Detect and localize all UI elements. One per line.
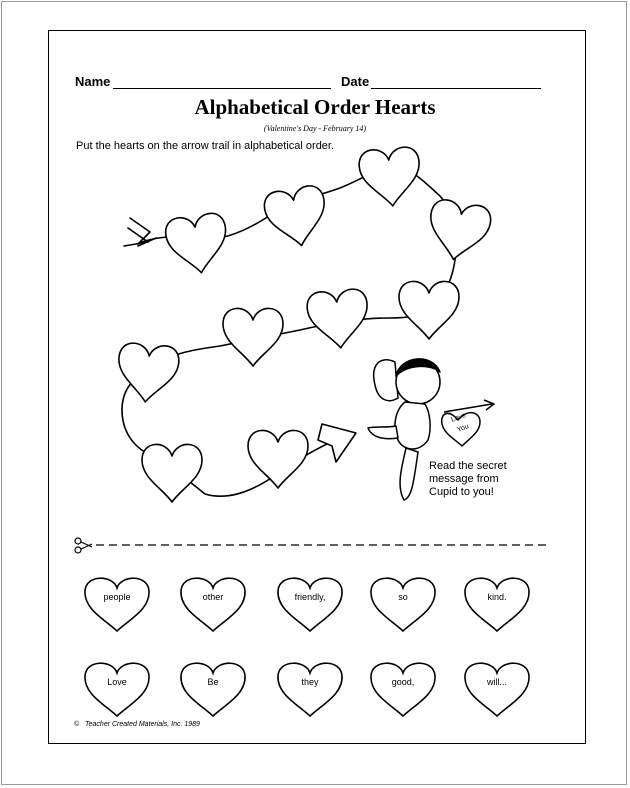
heart-word: so [398, 592, 408, 602]
date-label: Date [341, 74, 370, 89]
heart-word: they [301, 677, 319, 687]
copyright-text: Teacher Created Materials, Inc. 1989 [85, 721, 200, 728]
cupid-body [395, 402, 430, 449]
page-title: Alphabetical Order Hearts [194, 95, 436, 119]
cupid-heart-text-2: You [456, 423, 470, 434]
heart-word: kind. [487, 592, 507, 602]
scissors-icon [75, 538, 92, 553]
cutout-heart-1-3[interactable] [275, 571, 345, 633]
cutout-heart-1-5[interactable] [462, 571, 532, 633]
trail-arrowhead [318, 424, 356, 462]
cupid-leg-2 [400, 448, 418, 500]
cutout-heart-2-1[interactable] [82, 656, 152, 718]
heart-shape [462, 656, 532, 720]
heart-shape [82, 656, 152, 720]
page-subtitle: (Valentine's Day - February 14) [263, 124, 367, 133]
cutout-heart-1-4[interactable] [368, 571, 438, 633]
heart-word: will... [487, 677, 507, 687]
cutout-heart-2-3[interactable] [275, 656, 345, 718]
cutout-heart-2-4[interactable] [368, 656, 438, 718]
heart-word: Be [207, 677, 219, 687]
secret-line-1: Read the secret [429, 460, 507, 472]
cupid-heart-text-1: Love [450, 412, 467, 424]
name-label: Name [75, 74, 111, 89]
heart-shape [82, 571, 152, 635]
trail-fletching [124, 218, 156, 246]
heart-shape [462, 571, 532, 635]
heart-word: friendly, [294, 592, 326, 602]
cutout-heart-1-1[interactable] [82, 571, 152, 633]
cupid-wing [374, 360, 398, 401]
cutout-heart-1-2[interactable] [178, 571, 248, 633]
heart-shape [275, 656, 345, 720]
heart-word: good, [391, 677, 415, 687]
secret-message-note [429, 460, 539, 499]
secret-line-2: message from [429, 473, 499, 485]
heart-shape [368, 656, 438, 720]
heart-word: other [202, 592, 224, 602]
heart-shape [178, 656, 248, 720]
copyright [74, 721, 200, 728]
instructions: Put the hearts on the arrow trail in alphabetical order. [76, 140, 335, 152]
heart-word: people [103, 592, 131, 602]
cutout-heart-2-2[interactable] [178, 656, 248, 718]
cupid-arrow [444, 400, 494, 412]
heart-shape [368, 571, 438, 635]
secret-line-3: Cupid to you! [429, 486, 494, 498]
heart-word: Love [107, 677, 127, 687]
cutout-heart-2-5[interactable] [462, 656, 532, 718]
heart-shape [178, 571, 248, 635]
copyright-symbol: © [74, 721, 80, 728]
heart-shape [275, 571, 345, 635]
cupid-leg-1 [368, 426, 398, 439]
